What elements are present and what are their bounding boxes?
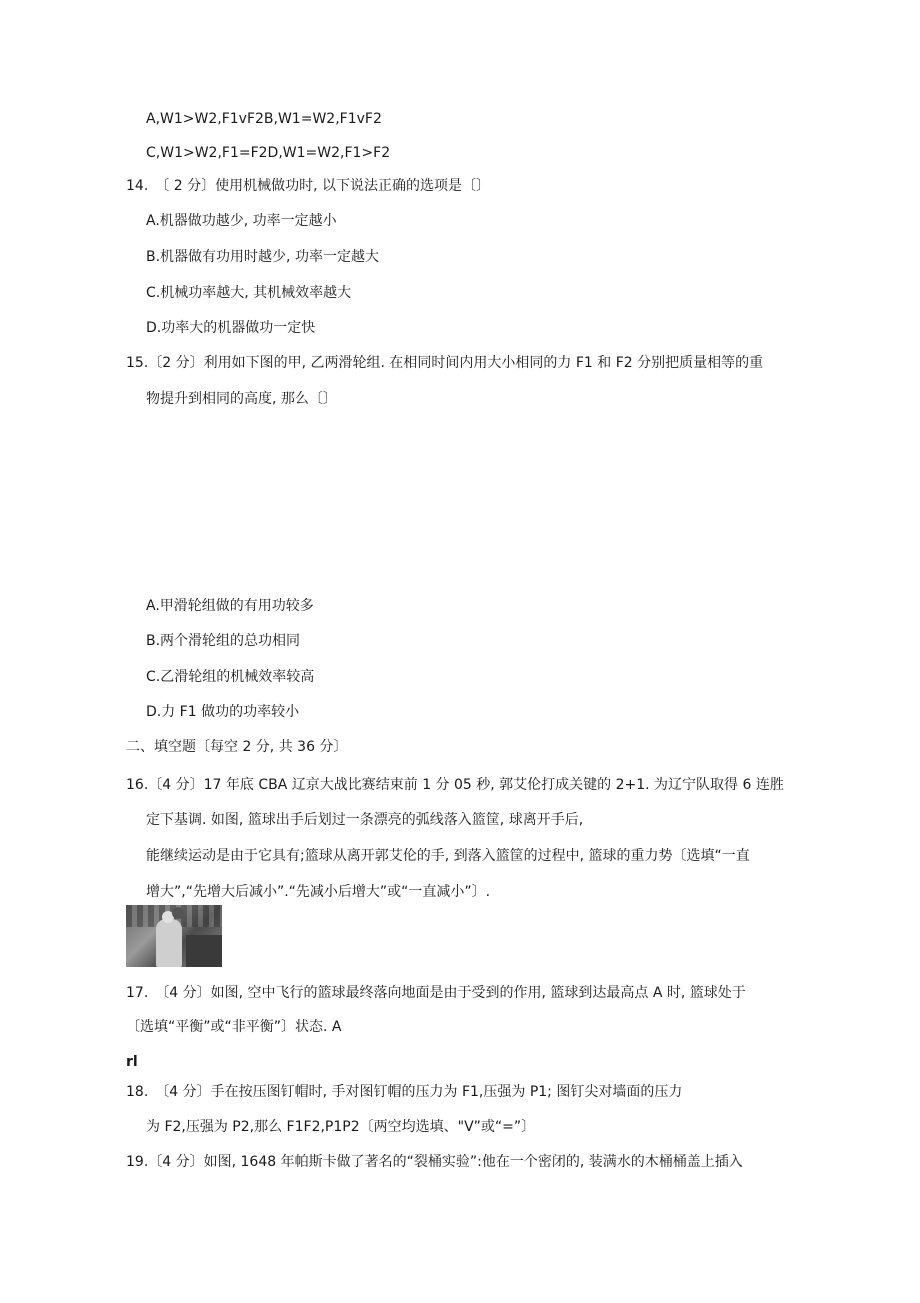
photo-basketball	[172, 907, 184, 919]
q14-option-b: B.机器做有功用时越少, 功率一定越大	[146, 249, 379, 265]
photo-player	[156, 919, 182, 967]
q15-option-d: D.力 F1 做功的功率较小	[146, 704, 300, 720]
q13-options-ab: A,W1>W2,F1vF2B,W1=W2,F1vF2	[146, 111, 382, 127]
q15-stem: 15.〔2 分〕利用如下图的甲, 乙两滑轮组. 在相同时间内用大小相同的力 F1 和 F2 分别把质量相等的重	[126, 355, 764, 371]
q19-stem: 19.〔4 分〕如图, 1648 年帕斯卡做了著名的“裂桶实验”:他在一个密闭的, 装满水的木桶桶盖上插入	[126, 1154, 743, 1170]
q14-option-a: A.机器做功越少, 功率一定越小	[146, 213, 337, 229]
photo-bench	[186, 935, 222, 967]
q14-option-c: C.机械功率越大, 其机械效率越大	[146, 285, 352, 301]
q16-stem-cont-1: 定下基调. 如图, 篮球出手后划过一条漂亮的弧线落入篮筐, 球离开手后,	[146, 812, 584, 828]
q15-option-c: C.乙滑轮组的机械效率较高	[146, 669, 315, 685]
q16-stem-cont-3: 增大”,“先增大后减小”.“先减小后增大”或“一直减小”〕.	[146, 884, 491, 900]
q15-option-a: A.甲滑轮组做的有用功较多	[146, 598, 314, 614]
q17-stem: 17. 〔4 分〕如图, 空中飞行的篮球最终落向地面是由于受到的作用, 篮球到达最高点 A 时, 篮球处于	[126, 985, 746, 1001]
q16-stem: 16.〔4 分〕17 年底 CBA 辽京大战比赛结束前 1 分 05 秒, 郭艾伦打成关键的 2+1. 为辽宁队取得 6 连胜	[126, 777, 784, 793]
q15-stem-cont: 物提升到相同的高度, 那么〔〕	[146, 391, 337, 407]
q13-options-cd: C,W1>W2,F1=F2D,W1=W2,F1>F2	[146, 145, 391, 161]
basketball-player-photo	[126, 905, 222, 967]
section-2-heading: 二、填空题〔每空 2 分, 共 36 分〕	[126, 739, 348, 755]
q14-option-d: D.功率大的机器做功一定快	[146, 320, 316, 336]
q16-stem-cont-2: 能继续运动是由于它具有;篮球从离开郭艾伦的手, 到落入篮筐的过程中, 篮球的重力势〔选填“一直	[146, 848, 750, 864]
q17-stem-cont: 〔选填“平衡”或“非平衡”〕状态. A	[126, 1019, 342, 1035]
q18-stem: 18. 〔4 分〕手在按压图钉帽时, 手对图钉帽的压力为 F1,压强为 P1; 图钉尖对墙面的压力	[126, 1084, 683, 1100]
q18-stem-cont: 为 F2,压强为 P2,那么 F1F2,P1P2〔两空均选填、"V”或“=”〕	[146, 1119, 536, 1135]
figure-label-rl: rl	[126, 1054, 138, 1070]
q14-stem: 14. 〔 2 分〕使用机械做功时, 以下说法正确的选项是〔〕	[126, 178, 490, 194]
q15-option-b: B.两个滑轮组的总功相同	[146, 633, 301, 649]
